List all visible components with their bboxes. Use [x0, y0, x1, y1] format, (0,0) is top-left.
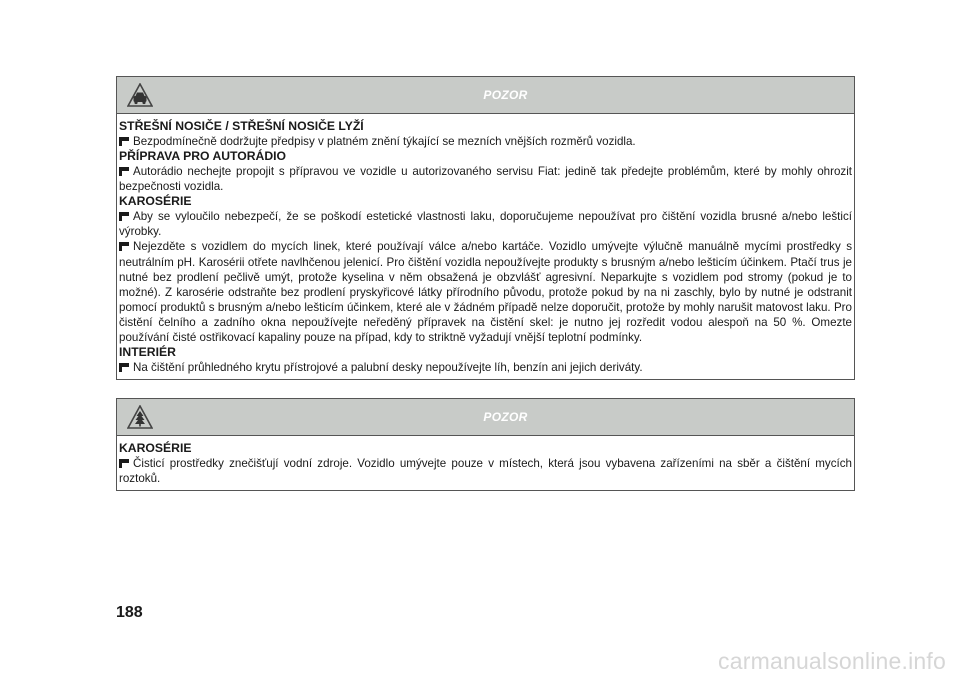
bullet-icon	[119, 242, 129, 251]
section-heading-body: KAROSÉRIE	[119, 441, 192, 455]
section-heading-roof-rack: STŘEŠNÍ NOSIČE / STŘEŠNÍ NOSIČE LYŽÍ	[119, 119, 364, 133]
bullet-icon	[119, 363, 129, 372]
bullet-icon	[119, 212, 129, 221]
warning-box-title: POZOR	[483, 410, 528, 424]
section-heading-interior: INTERIÉR	[119, 345, 176, 360]
warning-box-title: POZOR	[483, 88, 528, 102]
page-number: 188	[116, 604, 143, 621]
warning-box-environment	[116, 398, 855, 491]
bullet-icon	[119, 459, 129, 468]
list-item: Nejezděte s vozidlem do mycích linek, které používají válce a/nebo kartáče. Vozidlo umývejte výlučně manuálně mycími prostředky s neutrálním pH. Karosérii otřete navlhčenou jelenicí. Pro čištění vozidla nepoužívejte produkty s brusným a/nebo lešticím účinkem. Ptačí trus je nutné bez prodlení pečlivě umýt, protože kyselina v něm obsažená je obzvlášť agresivní. Neparkujte s vozidlem pod stromy (pokud je to možné). Z karosérie odstraňte bez prodlení pryskyřicové látky přírodního původu, protože pokud by na ni zaschly, bylo by nutné je odstranit pomocí produktů s brusným a/nebo lešticím účinkem, které ale v žádném případě nelze doporučit, protože by mohly narušit matovost laku. Pro čistění čelního a zadního okna nepoužívejte neředěný přípravek na čistění skel: je nutno jej rozředit vodou alespoň na 50 %. Omezte používání čisté ostřikovací kapaliny pouze na případ, kdy to striktně vyžadují vnější teplotní podmínky.	[119, 240, 852, 345]
list-item: Na čištění průhledného krytu přístrojové a palubní desky nepoužívejte líh, benzín ani jejich deriváty.	[119, 360, 852, 375]
warning-box-header	[117, 77, 854, 114]
list-item: Autorádio nechejte propojit s přípravou ve vozidle u autorizovaného servisu Fiat: jedině tak předejte problémům, které by mohly ohrozit bezpečnosti vozidla.	[119, 165, 852, 194]
warning-box-body	[117, 114, 854, 379]
section-heading-body: KAROSÉRIE	[119, 194, 192, 209]
bullet-icon	[119, 137, 129, 146]
list-item: Bezpodmínečně dodržujte předpisy v platném znění týkající se mezních vnějších rozměrů vozidla.	[119, 134, 852, 149]
section-heading-radio: PŘÍPRAVA PRO AUTORÁDIO	[119, 149, 287, 164]
list-item: Aby se vyloučilo nebezpečí, že se poškodí estetické vlastnosti laku, doporučujeme nepoužívat pro čištění vozidla brusné a/nebo lešticí výrobky.	[119, 210, 852, 239]
bullet-icon	[119, 167, 129, 176]
warning-box-body	[117, 436, 854, 490]
watermark: carmanualsonline.info	[718, 648, 946, 674]
warning-box-car	[116, 76, 855, 380]
list-item: Čisticí prostředky znečišťují vodní zdroje. Vozidlo umývejte pouze v místech, která jsou vybavena zařízeními na sběr a čištění mycích roztoků.	[119, 457, 852, 486]
warning-box-header	[117, 399, 854, 436]
